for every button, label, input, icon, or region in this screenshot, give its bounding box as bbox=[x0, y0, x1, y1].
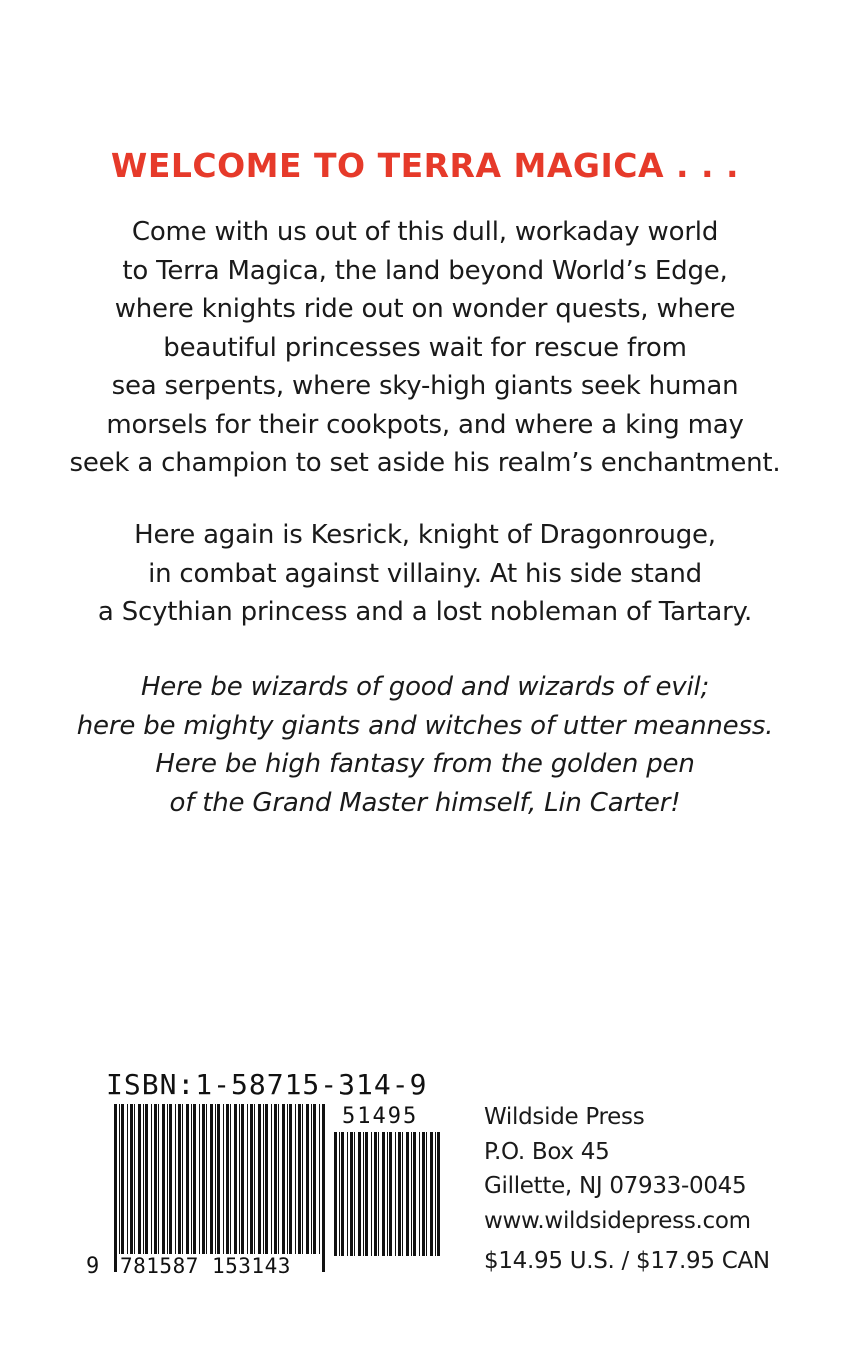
blurb-line: morsels for their cookpots, and where a king may bbox=[106, 409, 744, 440]
blurb-paragraph-2 bbox=[0, 516, 850, 632]
barcode-bar bbox=[271, 1104, 272, 1256]
blurb-line: Here be wizards of good and wizards of evil; bbox=[140, 672, 710, 702]
blurb-line: Here again is Kesrick, knight of Dragonrouge, bbox=[134, 520, 716, 550]
barcode-bar bbox=[419, 1132, 420, 1256]
barcode-bar bbox=[217, 1104, 220, 1272]
barcode-bar bbox=[278, 1104, 279, 1256]
barcode-bar bbox=[202, 1104, 205, 1256]
barcode-bar bbox=[178, 1104, 181, 1256]
barcode-bar bbox=[313, 1104, 316, 1256]
barcode-bar bbox=[295, 1104, 296, 1256]
barcode-bar bbox=[239, 1104, 240, 1256]
barcode-bar bbox=[398, 1132, 401, 1256]
barcode-bar bbox=[206, 1104, 207, 1256]
barcode-bar bbox=[363, 1132, 364, 1256]
barcode-bar bbox=[322, 1104, 325, 1272]
barcode-bar bbox=[347, 1132, 348, 1256]
barcode-bar bbox=[134, 1104, 135, 1256]
blurb-line: where knights ride out on wonder quests, where bbox=[114, 294, 736, 324]
barcode-bar bbox=[422, 1132, 425, 1256]
blurb-line: Come with us out of this dull, workaday world bbox=[131, 217, 719, 247]
barcode-bar bbox=[250, 1104, 253, 1256]
barcode-bar bbox=[274, 1104, 277, 1256]
barcode-bar bbox=[130, 1104, 133, 1256]
isbn-label: ISBN:1-58715-314-9 bbox=[106, 1068, 428, 1101]
barcode-bar bbox=[365, 1132, 368, 1256]
barcode-bar bbox=[186, 1104, 189, 1256]
barcode-bar bbox=[154, 1104, 157, 1256]
barcode-bar bbox=[230, 1104, 231, 1256]
ean-digits: 781587 153143 bbox=[118, 1254, 320, 1278]
barcode-bar bbox=[334, 1132, 337, 1256]
barcode-bar bbox=[437, 1132, 440, 1256]
barcode-bar bbox=[234, 1104, 237, 1256]
barcode-bar bbox=[387, 1132, 388, 1256]
barcode-bar bbox=[389, 1132, 392, 1256]
barcode-bar bbox=[169, 1104, 172, 1256]
barcode-bar bbox=[167, 1104, 168, 1256]
barcode-bar bbox=[121, 1104, 124, 1256]
barcode-bar bbox=[435, 1132, 436, 1256]
publisher-box: P.O. Box 45 bbox=[484, 1138, 610, 1165]
barcode-bar bbox=[215, 1104, 216, 1256]
barcode-bar bbox=[319, 1104, 320, 1272]
barcode-bar bbox=[371, 1132, 372, 1256]
barcode-bar bbox=[199, 1104, 200, 1256]
barcode-bar bbox=[138, 1104, 141, 1256]
publisher-name: Wildside Press bbox=[484, 1104, 645, 1130]
barcode-bar bbox=[339, 1132, 340, 1256]
barcode-bar bbox=[382, 1132, 385, 1256]
barcode-bar bbox=[254, 1104, 255, 1256]
barcode-bar bbox=[263, 1104, 264, 1256]
barcode-bar bbox=[287, 1104, 288, 1256]
barcode-bar bbox=[223, 1104, 224, 1272]
barcode-bar bbox=[406, 1132, 409, 1256]
barcode-bar bbox=[258, 1104, 261, 1256]
barcode-bar bbox=[265, 1104, 268, 1256]
barcode-bar bbox=[354, 1132, 355, 1256]
blurb-line: a Scythian princess and a lost nobleman of Tartary. bbox=[97, 597, 753, 627]
barcode-bar bbox=[191, 1104, 192, 1256]
barcode-bar bbox=[247, 1104, 248, 1256]
ean-lead-digit: 9 bbox=[86, 1254, 100, 1279]
blurb-line: here be mighty giants and witches of utter meanness. bbox=[76, 710, 774, 741]
blurb-line: sea serpents, where sky-high giants seek human bbox=[111, 371, 739, 401]
barcode-bar bbox=[162, 1104, 165, 1256]
barcode-bar bbox=[151, 1104, 152, 1256]
blurb-line: in combat against villainy. At his side stand bbox=[148, 558, 702, 589]
barcode-bar bbox=[158, 1104, 159, 1256]
barcode-bar bbox=[358, 1132, 361, 1256]
blurb-paragraph-3 bbox=[0, 668, 850, 822]
barcode-bar bbox=[241, 1104, 244, 1256]
publisher-city: Gillette, NJ 07933-0045 bbox=[484, 1173, 747, 1199]
headline: WELCOME TO TERRA MAGICA . . . bbox=[110, 146, 740, 185]
barcode-bar bbox=[402, 1132, 403, 1256]
blurb-paragraph-1 bbox=[0, 213, 850, 483]
publisher-address bbox=[484, 1100, 751, 1238]
addon-barcode bbox=[334, 1132, 440, 1272]
barcode-bar bbox=[145, 1104, 148, 1256]
barcode-bar bbox=[282, 1104, 285, 1256]
barcode-bar bbox=[430, 1132, 433, 1256]
price-label: $14.95 U.S. / $17.95 CAN bbox=[484, 1248, 770, 1274]
barcode-bar bbox=[306, 1104, 309, 1256]
barcode-bar bbox=[374, 1132, 377, 1256]
barcode-bar bbox=[298, 1104, 301, 1256]
barcode-addon-digits: 51495 bbox=[342, 1104, 419, 1129]
barcode-bar bbox=[411, 1132, 412, 1256]
barcode-bar bbox=[175, 1104, 176, 1256]
barcode-bar bbox=[226, 1104, 229, 1256]
blurb-line: Here be high fantasy from the golden pen bbox=[155, 749, 695, 779]
barcode-bar bbox=[426, 1132, 427, 1256]
blurb-line: of the Grand Master himself, Lin Carter! bbox=[169, 787, 681, 818]
blurb-line: beautiful princesses wait for rescue from bbox=[163, 332, 687, 363]
barcode-bar bbox=[127, 1104, 128, 1256]
blurb-line: to Terra Magica, the land beyond World’s Edge, bbox=[122, 255, 728, 286]
barcode-bar bbox=[119, 1104, 120, 1272]
barcode-bar bbox=[378, 1132, 379, 1256]
barcode-bar bbox=[143, 1104, 144, 1256]
barcode-bar bbox=[114, 1104, 117, 1272]
barcode-bar bbox=[289, 1104, 292, 1256]
barcode-bar bbox=[182, 1104, 183, 1256]
blurb-line: seek a champion to set aside his realm’s enchantment. bbox=[69, 448, 781, 478]
publisher-web: www.wildsidepress.com bbox=[484, 1207, 751, 1234]
barcode-bar bbox=[350, 1132, 353, 1256]
barcode-bar bbox=[302, 1104, 303, 1256]
ean-barcode bbox=[114, 1104, 326, 1272]
barcode-bar bbox=[311, 1104, 312, 1256]
barcode-bar bbox=[210, 1104, 213, 1256]
barcode-bar bbox=[341, 1132, 344, 1256]
barcode-bar bbox=[193, 1104, 196, 1256]
barcode-bar bbox=[413, 1132, 416, 1256]
barcode-bar bbox=[395, 1132, 396, 1256]
